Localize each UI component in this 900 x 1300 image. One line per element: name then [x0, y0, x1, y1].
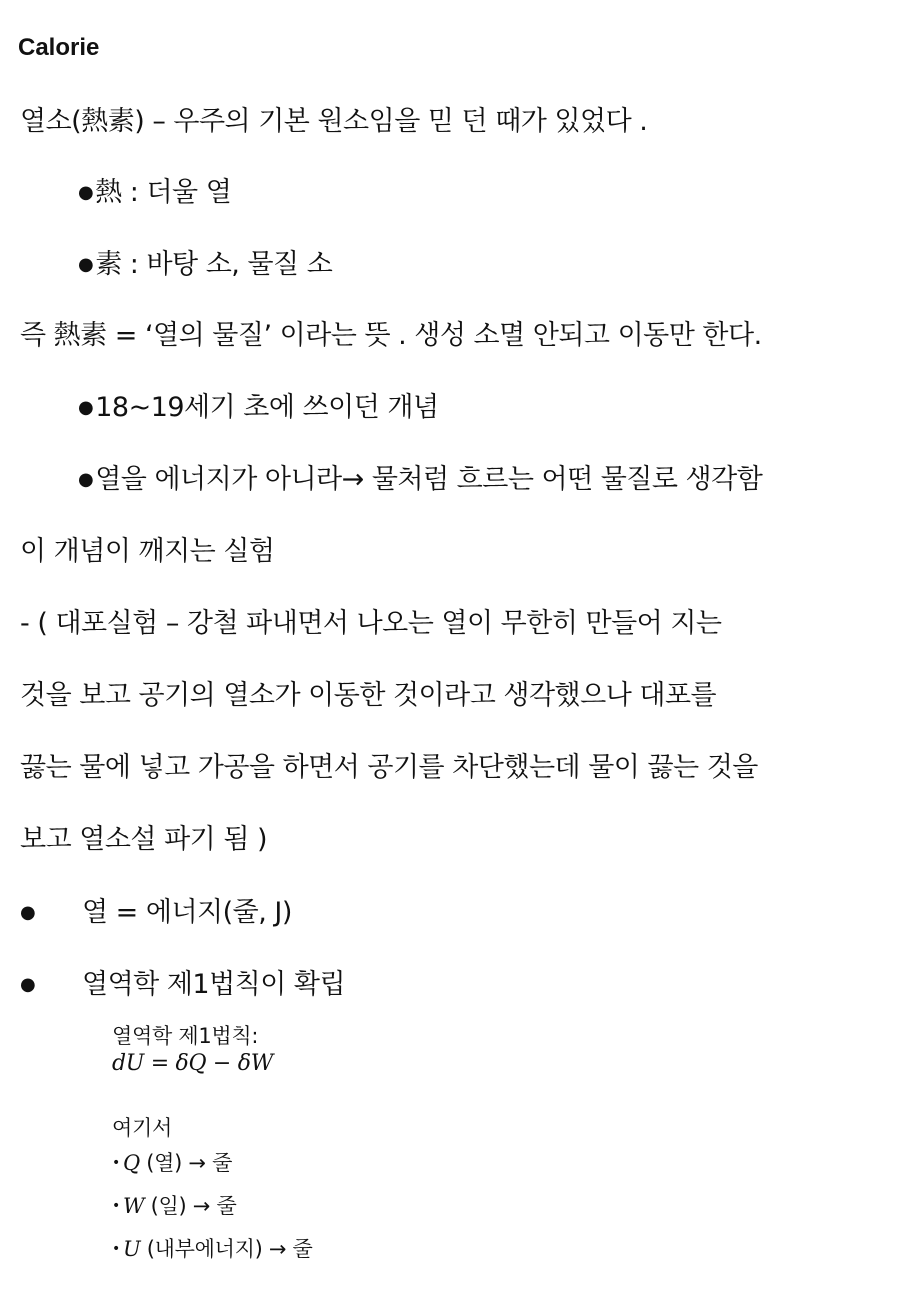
formula-spacer — [112, 1078, 412, 1114]
bullet-century-text: 18~19세기 초에 쓰이던 개념 — [95, 392, 439, 423]
bullet-heat-text: 熱 : 더울 열 — [95, 177, 232, 208]
experiment-heading: 이 개념이 깨지는 실험 — [20, 536, 275, 567]
bullet-icon: ● — [20, 974, 36, 995]
bullet-element — [78, 247, 332, 283]
bullet-not-energy — [78, 462, 762, 498]
experiment-line-4: 보고 열소설 파기 됨 ) — [20, 824, 268, 855]
bullet-not-energy-text: 열을 에너지가 아니라→ 물처럼 흐르는 어떤 물질로 생각함 — [95, 464, 763, 495]
conclusion-energy-text: 열 = 에너지(줄, J) — [82, 897, 292, 928]
formula-item-q — [112, 1142, 412, 1185]
formula-equation: dU = δQ − δW — [112, 1051, 274, 1076]
meaning-paragraph: 즉 熱素 = ‘열의 물질’ 이라는 뜻 . 생성 소멸 안되고 이동만 한다. — [20, 320, 762, 351]
conclusion-law — [20, 967, 345, 1003]
conclusion-energy — [20, 895, 292, 931]
formula-heading: 열역학 제1법칙: — [112, 1024, 259, 1048]
experiment-line-2: 것을 보고 공기의 열소가 이동한 것이라고 생각했으나 대포를 — [20, 680, 717, 711]
bullet-icon: ● — [78, 182, 94, 203]
bullet-icon: • — [112, 1198, 120, 1214]
formula-item-w — [112, 1185, 412, 1228]
formula-box — [112, 1022, 412, 1271]
bullet-icon: • — [112, 1241, 120, 1257]
page-title: Calorie — [18, 34, 100, 61]
bullet-heat — [78, 175, 231, 211]
formula-item-u-desc: (내부에너지) → 줄 — [140, 1237, 313, 1261]
symbol-q: Q — [122, 1151, 140, 1175]
formula-where: 여기서 — [112, 1116, 172, 1140]
formula-item-q-desc: (열) → 줄 — [139, 1151, 233, 1175]
intro-paragraph: 열소(熱素) – 우주의 기본 원소임을 믿 던 때가 있었다 . — [20, 106, 648, 137]
bullet-icon: ● — [78, 397, 94, 418]
bullet-icon: • — [112, 1155, 120, 1171]
experiment-line-1: - ( 대포실험 – 강철 파내면서 나오는 열이 무한히 만들어 지는 — [20, 608, 722, 639]
symbol-w: W — [122, 1194, 145, 1218]
bullet-icon: ● — [20, 902, 36, 923]
experiment-line-3: 끓는 물에 넣고 가공을 하면서 공기를 차단했는데 물이 끓는 것을 — [20, 752, 758, 783]
conclusion-law-text: 열역학 제1법칙이 확립 — [82, 969, 346, 1000]
symbol-u: U — [122, 1237, 141, 1261]
bullet-century — [78, 390, 439, 426]
bullet-icon: ● — [78, 254, 94, 275]
formula-item-u — [112, 1228, 412, 1271]
bullet-icon: ● — [78, 469, 94, 490]
bullet-element-text: 素 : 바탕 소, 물질 소 — [95, 249, 333, 280]
formula-item-w-desc: (일) → 줄 — [144, 1194, 237, 1218]
